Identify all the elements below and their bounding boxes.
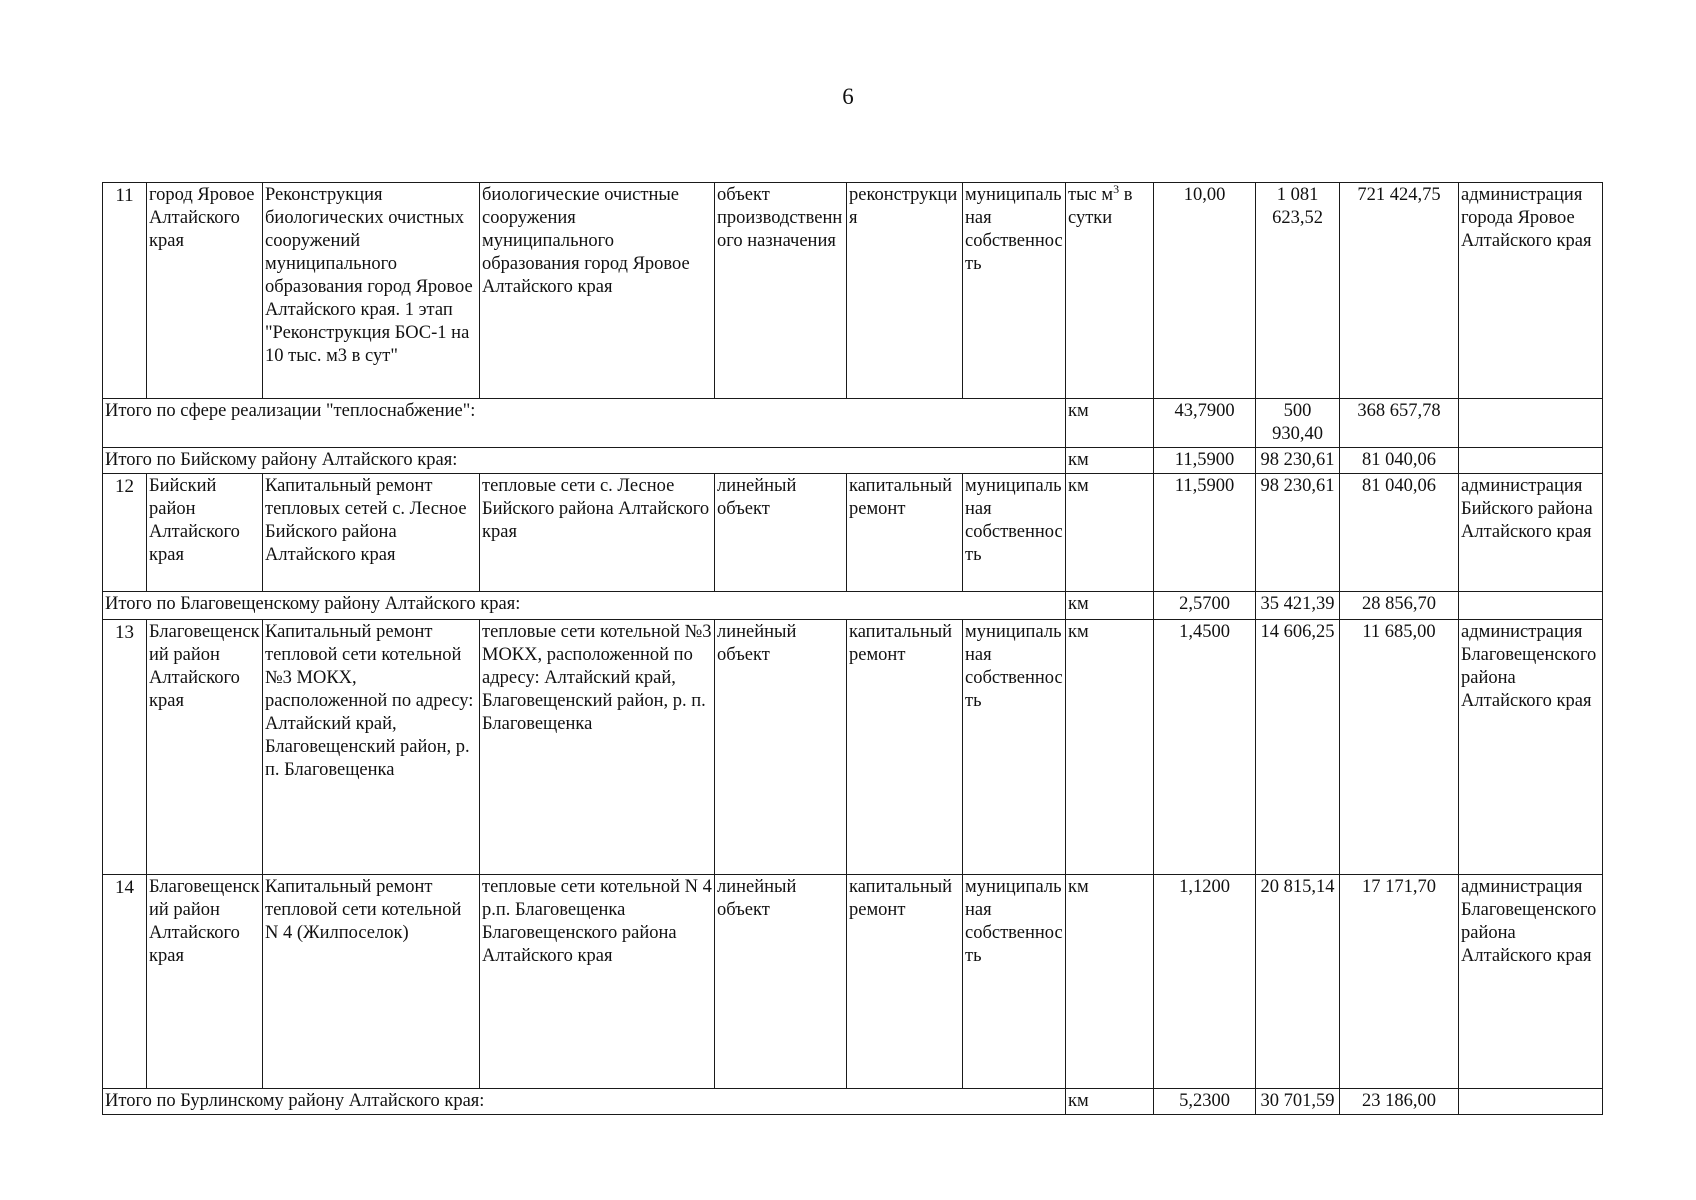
project-name-cell: Капитальный ремонт тепловой сети котельной N 4 (Жилпоселок) xyxy=(263,875,480,1089)
capacity-cell: 5,2300 xyxy=(1154,1089,1256,1115)
summary-row xyxy=(103,1089,1603,1115)
unit-superscript: 3 xyxy=(1113,182,1120,196)
cost-part-cell: 721 424,75 xyxy=(1340,183,1459,399)
cost-total-cell: 500 930,40 xyxy=(1256,399,1340,448)
municipality-cell: Благовещенский район Алтайского края xyxy=(147,875,263,1089)
summary-label: Итого по сфере реализации "теплоснабжение": xyxy=(103,399,1066,448)
summary-label: Итого по Бийскому району Алтайского края: xyxy=(103,448,1066,474)
object-type-cell: линейный объект xyxy=(715,875,847,1089)
project-name-cell: Капитальный ремонт тепловых сетей с. Лесное Бийского района Алтайского края xyxy=(263,474,480,592)
project-name-cell: Реконструкция биологических очистных сооружений муниципального образования город Яровое Алтайского края. 1 этап "Реконструкция БОС-1 на 10 тыс. м3 в сут" xyxy=(263,183,480,399)
ownership-cell: муниципальная собственность xyxy=(963,474,1066,592)
object-type-cell: объект производственного назначения xyxy=(715,183,847,399)
unit-prefix: тыс м xyxy=(1068,185,1114,205)
row-number: 14 xyxy=(103,875,147,1089)
object-type-cell: линейный объект xyxy=(715,474,847,592)
unit-cell: км xyxy=(1066,474,1154,592)
work-type-cell: капитальный ремонт xyxy=(847,474,963,592)
capacity-cell: 1,4500 xyxy=(1154,620,1256,875)
customer-cell xyxy=(1459,1089,1603,1115)
investment-table xyxy=(102,182,1603,1115)
table-row xyxy=(103,474,1603,592)
work-type-cell: капитальный ремонт xyxy=(847,875,963,1089)
unit-cell: км xyxy=(1066,448,1154,474)
project-name-cell: Капитальный ремонт тепловой сети котельной №3 МОКХ, расположенной по адресу: Алтайский край, Благовещенский район, р. п. Благовещенка xyxy=(263,620,480,875)
cost-part-cell: 368 657,78 xyxy=(1340,399,1459,448)
cost-total-cell: 35 421,39 xyxy=(1256,592,1340,620)
municipality-cell: Бийский район Алтайского края xyxy=(147,474,263,592)
cost-total-cell: 1 081 623,52 xyxy=(1256,183,1340,399)
customer-cell xyxy=(1459,448,1603,474)
cost-total-cell: 20 815,14 xyxy=(1256,875,1340,1089)
ownership-cell: муниципальная собственность xyxy=(963,620,1066,875)
summary-label: Итого по Бурлинскому району Алтайского края: xyxy=(103,1089,1066,1115)
capacity-cell: 2,5700 xyxy=(1154,592,1256,620)
row-number: 13 xyxy=(103,620,147,875)
cost-total-cell: 14 606,25 xyxy=(1256,620,1340,875)
capacity-cell: 1,1200 xyxy=(1154,875,1256,1089)
unit-cell: км xyxy=(1066,592,1154,620)
cost-part-cell: 28 856,70 xyxy=(1340,592,1459,620)
table-row xyxy=(103,875,1603,1089)
cost-part-cell: 81 040,06 xyxy=(1340,448,1459,474)
table-row xyxy=(103,620,1603,875)
ownership-cell: муниципальная собственность xyxy=(963,875,1066,1089)
unit-cell: км xyxy=(1066,875,1154,1089)
customer-cell: администрация Бийского района Алтайского края xyxy=(1459,474,1603,592)
summary-row xyxy=(103,448,1603,474)
unit-cell xyxy=(1066,183,1154,399)
capacity-cell: 10,00 xyxy=(1154,183,1256,399)
ownership-cell: муниципальная собственность xyxy=(963,183,1066,399)
table-row xyxy=(103,183,1603,399)
cost-total-cell: 30 701,59 xyxy=(1256,1089,1340,1115)
capacity-cell: 43,7900 xyxy=(1154,399,1256,448)
customer-cell xyxy=(1459,399,1603,448)
object-cell: биологические очистные сооружения муниципального образования город Яровое Алтайского края xyxy=(480,183,715,399)
capacity-cell: 11,5900 xyxy=(1154,448,1256,474)
object-cell: тепловые сети с. Лесное Бийского района Алтайского края xyxy=(480,474,715,592)
cost-part-cell: 81 040,06 xyxy=(1340,474,1459,592)
capacity-cell: 11,5900 xyxy=(1154,474,1256,592)
customer-cell: администрация Благовещенского района Алтайского края xyxy=(1459,875,1603,1089)
summary-row xyxy=(103,399,1603,448)
customer-cell: администрация города Яровое Алтайского края xyxy=(1459,183,1603,399)
unit-cell: км xyxy=(1066,620,1154,875)
customer-cell: администрация Благовещенского района Алтайского края xyxy=(1459,620,1603,875)
cost-total-cell: 98 230,61 xyxy=(1256,474,1340,592)
object-type-cell: линейный объект xyxy=(715,620,847,875)
page-number: 6 xyxy=(842,84,854,109)
object-cell: тепловые сети котельной №3 МОКХ, расположенной по адресу: Алтайский край, Благовещенский район, р. п. Благовещенка xyxy=(480,620,715,875)
municipality-cell: Благовещенский район Алтайского края xyxy=(147,620,263,875)
summary-label: Итого по Благовещенскому району Алтайского края: xyxy=(103,592,1066,620)
work-type-cell: капитальный ремонт xyxy=(847,620,963,875)
unit-cell: км xyxy=(1066,1089,1154,1115)
cost-total-cell: 98 230,61 xyxy=(1256,448,1340,474)
row-number: 12 xyxy=(103,474,147,592)
summary-row xyxy=(103,592,1603,620)
cost-part-cell: 23 186,00 xyxy=(1340,1089,1459,1115)
unit-cell: км xyxy=(1066,399,1154,448)
work-type-cell: реконструкция xyxy=(847,183,963,399)
customer-cell xyxy=(1459,592,1603,620)
cost-part-cell: 17 171,70 xyxy=(1340,875,1459,1089)
cost-part-cell: 11 685,00 xyxy=(1340,620,1459,875)
row-number: 11 xyxy=(103,183,147,399)
municipality-cell: город Яровое Алтайского края xyxy=(147,183,263,399)
unit-suffix: в сутки xyxy=(1068,185,1133,228)
object-cell: тепловые сети котельной N 4 р.п. Благовещенка Благовещенского района Алтайского края xyxy=(480,875,715,1089)
